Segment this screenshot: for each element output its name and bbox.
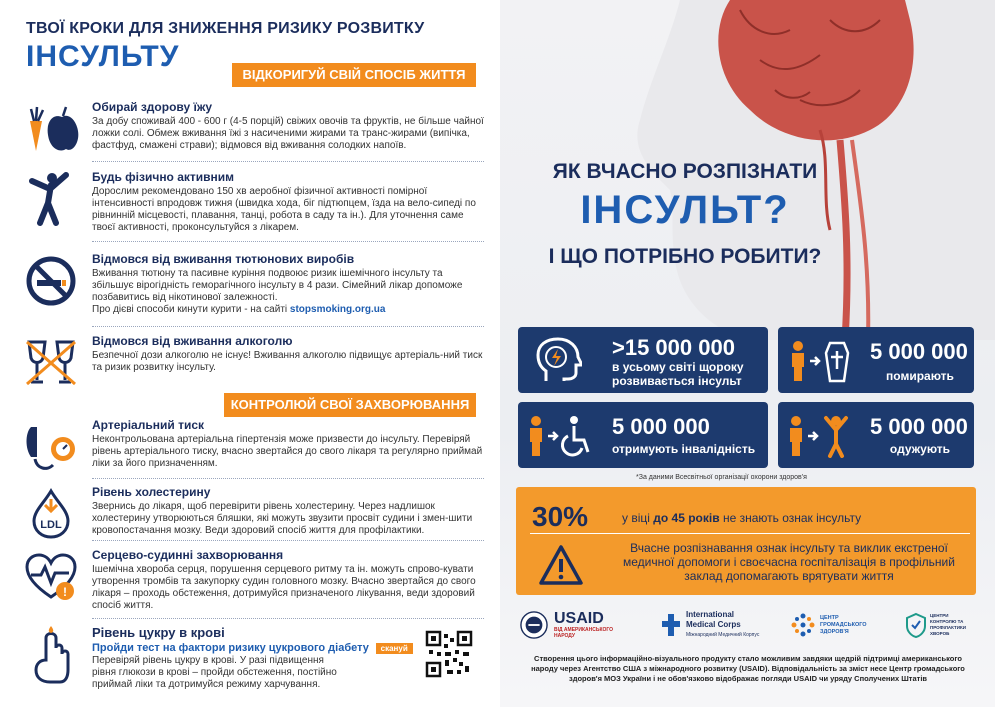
stat-caption: одужують bbox=[889, 442, 951, 456]
stat-number: >15 000 000 bbox=[612, 335, 735, 360]
header-line1: ТВОЇ КРОКИ ДЛЯ ЗНИЖЕННЯ РИЗИКУ РОЗВИТКУ bbox=[26, 20, 425, 37]
head-lightning-icon bbox=[528, 335, 588, 387]
list-item-cardiovascular bbox=[20, 548, 490, 612]
stat-number: 5 000 000 bbox=[612, 414, 710, 439]
imc-line2: Medical Corps bbox=[686, 620, 741, 629]
ldl-drop-icon bbox=[20, 485, 82, 543]
percent-value: 30% bbox=[532, 501, 589, 532]
imc-logo bbox=[660, 605, 770, 645]
stat-deaths bbox=[778, 327, 974, 393]
age-pre: у віці bbox=[622, 511, 650, 525]
item-title: Обирай здорову їжу bbox=[92, 100, 213, 114]
list-item-alcohol bbox=[20, 334, 490, 384]
item-desc bbox=[92, 268, 484, 316]
divider bbox=[92, 161, 484, 162]
svg-text:!: ! bbox=[63, 585, 67, 599]
item-title: Рівень холестерину bbox=[92, 485, 211, 499]
exercise-person-icon bbox=[20, 170, 82, 228]
age-post: не знають ознак інсульту bbox=[722, 511, 862, 525]
stopsmoking-link[interactable]: stopsmoking.org.ua bbox=[289, 304, 386, 315]
person-to-wheelchair-icon bbox=[522, 410, 598, 462]
no-alcohol-icon bbox=[20, 334, 82, 392]
usaid-sub: ВІД АМЕРИКАНСЬКОГО НАРОДУ bbox=[553, 627, 614, 639]
list-item-activity bbox=[20, 170, 490, 234]
warning-icon bbox=[538, 544, 584, 586]
item-desc: За добу споживай 400 - 600 г (4-5 порцій) свіжих овочів та фруктів, не більше чайної ложки солі. Обмеж вживання їжі з насиченими жирами та транс-жирами (випічка, фастфуд, смажені страви); відмовся від вживання солодких напоїв. bbox=[92, 116, 484, 151]
item-desc: Неконтрольована артеріальна гіпертензія може призвести до інсульту. Перевіряй рівень артеріального тиску, вчасно звертайся до свого лікаря та регулярно приймай ліки за його призначенням. bbox=[92, 434, 483, 469]
cgz-name: ЦЕНТР ГРОМАДСЬКОГО ЗДОРОВ'Я bbox=[820, 614, 867, 635]
qr-code[interactable] bbox=[425, 630, 473, 678]
item-title: Будь фізично активним bbox=[92, 170, 235, 184]
question-line1: ЯК ВЧАСНО РОЗПІЗНАТИ bbox=[552, 160, 818, 183]
item-desc: Дорослим рекомендовано 150 хв аеробної фізичної активності помірної інтенсивності впродовж тижня (швидка хода, біг підтюпцем, їзда на вело-сипеді по рівнинній місцевості, плавання, танці, робота в саду та ін.). Для уточнення саме твоєї активності, проконсультуйся з лікарем. bbox=[92, 186, 476, 233]
credit-text: Створення цього інформаційно-візуального продукту стало можливим завдяки щедрій підтримці американського народу через Агентство США з міжнародного розвитку (USAID). Відповідальність за зміст несе Центр громадського здоров'я МОЗ України і не обов'язково відображає погляди USAID чи уряду Сполучених Штатів bbox=[531, 654, 965, 683]
item-desc-text2: Про дієві способи кинути курити - на сайті bbox=[92, 304, 288, 315]
scan-badge: скануй bbox=[376, 643, 413, 654]
usaid-seal-icon bbox=[520, 610, 548, 640]
divider bbox=[92, 540, 484, 541]
list-item-cholesterol bbox=[20, 485, 490, 537]
imc-sub: Міжнародний Медичний Корпус bbox=[686, 632, 760, 638]
item-title: Артеріальний тиск bbox=[92, 418, 204, 432]
usaid-name: USAID bbox=[553, 610, 604, 627]
ckpx-shield-icon bbox=[905, 612, 927, 638]
item-desc: Ішемічна хвороба серця, порушення серцевого ритму та ін. можуть спрово-кувати утворення тромбів та закупорку судин головного мозку. Вчасно звертайся до свого лікаря – проходь обстеження, дотримуйся призначеного лікування, веди здоровий спосіб життя. bbox=[92, 564, 476, 611]
question-line2: ІНСУЛЬТ? bbox=[580, 188, 790, 232]
item-desc-text: Вживання тютюну та пасивне куріння подвоює ризик ішемічного інсульту та збільшує вірогідність геморагічного інсульту в 4 рази. Сімейний лікар допоможе позбавитись від нікотинової залежності. bbox=[92, 268, 463, 303]
item-desc: Безпечної дози алкоголю не існує! Вживання алкоголю підвищує артеріаль-ний тиск та ризик розвитку інсульту. bbox=[92, 350, 483, 373]
item-desc-text: Перевіряй рівень цукру в крові. У разі підвищення рівня глюкози в крові – пройди обстеження, постійно приймай ліки та дотримуйся режиму харчування. bbox=[92, 655, 337, 690]
ckpx-name: ЦЕНТРИ КОНТРОЛЮ ТА ПРОФІЛАКТИКИ ХВОРОБ bbox=[930, 613, 966, 636]
age-bold: до 45 років bbox=[653, 511, 720, 525]
stat-number: 5 000 000 bbox=[870, 339, 968, 364]
item-desc bbox=[92, 642, 422, 691]
stat-caption: в усьому світі щороку розвивається інсульт bbox=[612, 360, 744, 388]
diabetes-test-link[interactable]: Пройди тест на фактори ризику цукрового діабету bbox=[92, 642, 369, 654]
question-line3: І ЩО ПОТРІБНО РОБИТИ? bbox=[548, 245, 822, 268]
svg-text:LDL: LDL bbox=[40, 519, 62, 531]
item-desc: Звернись до лікаря, щоб перевірити рівень холестерину. Через надлишок холестерину утворюються бляшки, які можуть звузити просвіт судини і змен-шити кровопостачання мозку. Веди здоровий спосіб життя для профілактики. bbox=[92, 501, 473, 536]
person-to-cheering-icon bbox=[782, 410, 856, 462]
no-smoking-icon bbox=[20, 252, 82, 310]
ckpx-logo bbox=[905, 605, 977, 645]
source-footnote: *За даними Всесвітньої організації охорони здоров'я bbox=[636, 474, 807, 481]
section-lifestyle-banner: ВІДКОРИГУЙ СВІЙ СПОСІБ ЖИТТЯ bbox=[232, 63, 476, 87]
header-line2: ІНСУЛЬТУ bbox=[26, 40, 180, 73]
item-title: Серцево-судинні захворювання bbox=[92, 548, 284, 562]
cgz-logo bbox=[790, 605, 880, 645]
list-item-blood-pressure bbox=[20, 418, 490, 470]
finger-prick-icon bbox=[20, 625, 82, 683]
carrot-apple-icon bbox=[20, 100, 82, 158]
usaid-text bbox=[554, 611, 630, 639]
divider bbox=[92, 478, 484, 479]
list-item-blood-sugar bbox=[20, 625, 490, 695]
heart-pulse-icon bbox=[20, 548, 82, 606]
stat-caption: отримують інвалідність bbox=[612, 442, 756, 456]
tonometer-icon bbox=[20, 418, 82, 476]
stat-recovery bbox=[778, 402, 974, 468]
item-title: Рівень цукру в крові bbox=[92, 625, 225, 640]
stat-number: 5 000 000 bbox=[870, 414, 968, 439]
divider bbox=[530, 533, 970, 534]
section-diseases-banner: КОНТРОЛЮЙ СВОЇ ЗАХВОРЮВАННЯ bbox=[224, 393, 476, 417]
stat-disability bbox=[518, 402, 768, 468]
list-item-food bbox=[20, 100, 490, 158]
cgz-dots-icon bbox=[790, 612, 816, 638]
stat-total bbox=[518, 327, 768, 393]
imc-text bbox=[686, 610, 759, 640]
stat-caption: помирають bbox=[886, 369, 954, 383]
divider bbox=[92, 326, 484, 327]
divider bbox=[92, 618, 484, 619]
item-title: Відмовся від вживання алкоголю bbox=[92, 334, 293, 348]
item-title: Відмовся від вживання тютюнових виробів bbox=[92, 252, 355, 266]
warning-text: Вчасне розпізнавання ознак інсульту та виклик екстреної медичної допомоги і своєчасна госпіталізація в профільний заклад допомагають врятувати життя bbox=[623, 541, 955, 583]
divider bbox=[92, 241, 484, 242]
person-to-coffin-icon bbox=[782, 335, 856, 387]
age-statement bbox=[622, 511, 861, 525]
imc-line1: International bbox=[686, 610, 735, 619]
usaid-logo bbox=[520, 605, 630, 645]
imc-cross-icon bbox=[660, 612, 682, 638]
list-item-smoking bbox=[20, 252, 490, 318]
